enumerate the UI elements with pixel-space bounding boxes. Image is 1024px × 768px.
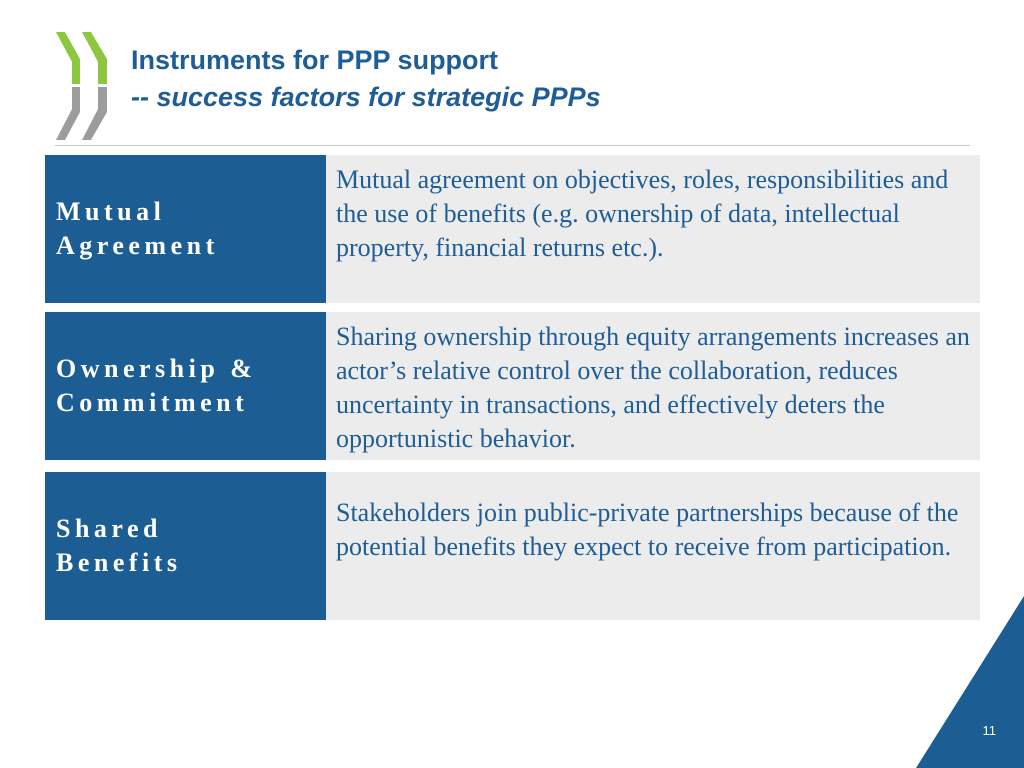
factor-description: Sharing ownership through equity arrangements increases an actor’s relative control over the collaboration, reduces uncertainty in transactions, and effectively deters the opportunistic behavior. <box>326 312 980 460</box>
header-divider <box>55 145 970 146</box>
factor-label-line: Agreement <box>56 231 219 260</box>
factor-label <box>45 312 326 460</box>
factor-label-line: Shared <box>56 514 162 543</box>
page-number: 11 <box>982 723 996 738</box>
factor-label-line: Mutual <box>56 197 166 226</box>
corner-triangle-icon <box>916 596 1024 768</box>
slide-subtitle: -- success factors for strategic PPPs <box>131 82 601 112</box>
factor-label-line: Ownership & <box>56 354 257 383</box>
factor-label <box>45 472 326 620</box>
factor-label-line: Benefits <box>56 548 182 577</box>
slide-title: Instruments for PPP support <box>131 45 499 75</box>
factor-row-shared-benefits <box>45 472 980 620</box>
factor-label <box>45 155 326 303</box>
factor-description: Stakeholders join public-private partnerships because of the potential benefits they expect to receive from participation. <box>326 472 980 620</box>
factor-row-mutual-agreement <box>45 155 980 303</box>
factor-description: Mutual agreement on objectives, roles, responsibilities and the use of benefits (e.g. ownership of data, intellectual property, financial returns etc.). <box>326 155 980 303</box>
factor-label-line: Commitment <box>56 388 249 417</box>
oecd-logo-icon <box>50 32 112 140</box>
factor-row-ownership-commitment <box>45 312 980 460</box>
